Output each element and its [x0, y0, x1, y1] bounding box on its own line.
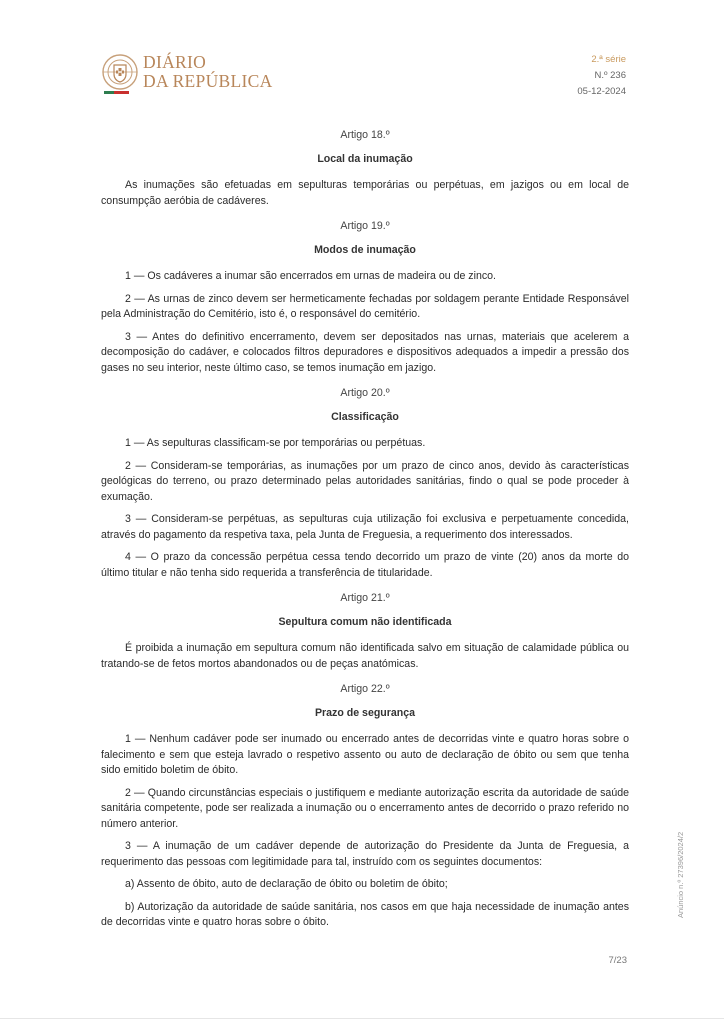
footer-divider [0, 1018, 724, 1019]
publication-logo-text [143, 53, 273, 91]
article-paragraph: 1 — Nenhum cadáver pode ser inumado ou encerrado antes de decorridas vinte e quatro horas sobre o falecimento e sem que esteja lavrado o respetivo assento ou auto de declaração de óbito ou sem que tenha sido emitido boletim de óbito. [101, 733, 629, 776]
article-paragraph: 3 — Consideram-se perpétuas, as sepulturas cuja utilização foi exclusiva e perpetuamente concedida, através do pagamento da respetiva taxa, pela Junta de Freguesia, a requerimento dos interessados. [101, 513, 629, 541]
article-paragraph: 3 — Antes do definitivo encerramento, devem ser depositados nas urnas, materiais que acelerem a decomposição do cadáver, e colocados filtros depuradores e dispositivos adequados a impedir a pressão dos gases no seu interior, neste último caso, se temos inumação em jazigo. [101, 330, 629, 374]
article-paragraph: 1 — As sepulturas classificam-se por temporárias ou perpétuas. [125, 437, 426, 449]
article-title: Modos de inumação [314, 243, 416, 256]
issue-date: 05-12-2024 [577, 86, 626, 97]
article-number: Artigo 18.º [340, 129, 390, 141]
article-paragraph: 3 — A inumação de um cadáver depende de autorização do Presidente da Junta de Freguesia, a requerimento das pessoas com legitimidade para tal, instruído com os seguintes documentos: [101, 840, 629, 868]
article-paragraph: 2 — As urnas de zinco devem ser hermeticamente fechadas por soldagem perante Entidade Responsável pela Administração do Cemitério, isto é, o responsável do cemitério. [101, 292, 629, 320]
article-paragraph: 2 — Consideram-se temporárias, as inumações por um prazo de cinco anos, devido às características geológicas do terreno, ou prazo determinado pelas autoridades sanitárias, findo o qual se pode proceder à exumação. [101, 459, 629, 503]
article-number: Artigo 20.º [340, 387, 390, 399]
article-title: Classificação [331, 410, 399, 423]
article-paragraph: 2 — Quando circunstâncias especiais o justifiquem e mediante autorização escrita da autoridade de saúde sanitária competente, pode ser realizada a inumação ou o encerramento antes de decorrido o prazo referido no número anterior. [101, 786, 629, 830]
article-number: Artigo 19.º [340, 220, 390, 232]
page-number: 7/23 [608, 955, 627, 966]
article-title: Local da inumação [317, 152, 413, 165]
coat-of-arms-icon [100, 52, 140, 92]
flag-stripe [104, 91, 129, 94]
article-paragraph: As inumações são efetuadas em sepulturas temporárias ou perpétuas, em jazigos ou em local de consumpção aeróbia de cadáveres. [101, 179, 629, 207]
side-reference: Anúncio n.º 27396/2024/2 [676, 831, 685, 918]
article-title: Prazo de segurança [314, 706, 416, 719]
document-body [101, 118, 629, 938]
article-paragraph: 1 — Os cadáveres a inumar são encerrados em urnas de madeira ou de zinco. [125, 270, 496, 282]
article-title: Sepultura comum não identificada [278, 615, 452, 628]
article-number: Artigo 21.º [340, 592, 390, 604]
article-paragraph: 4 — O prazo da concessão perpétua cessa tendo decorrido um prazo de vinte (20) anos da morte do último titular e não tenha sido requerida a transferência de titularidade. [101, 551, 629, 579]
article-paragraph: a) Assento de óbito, auto de declaração de óbito ou boletim de óbito; [125, 878, 448, 890]
series-label: 2.ª série [591, 54, 626, 65]
article-paragraph: b) Autorização da autoridade de saúde sanitária, nos casos em que haja necessidade de inumação antes de decorridas vinte e quatro horas sobre o óbito. [101, 900, 629, 928]
issue-number: N.º 236 [594, 70, 626, 81]
logo-line-2: DA REPÚBLICA [143, 71, 273, 91]
article-number: Artigo 22.º [340, 683, 390, 695]
logo-line-1: DIÁRIO [143, 52, 207, 72]
article-paragraph: É proibida a inumação em sepultura comum não identificada salvo em situação de calamidade pública ou tratando-se de fetos mortos abandonados ou de peças anatómicas. [101, 642, 629, 670]
issue-metadata [577, 52, 626, 100]
